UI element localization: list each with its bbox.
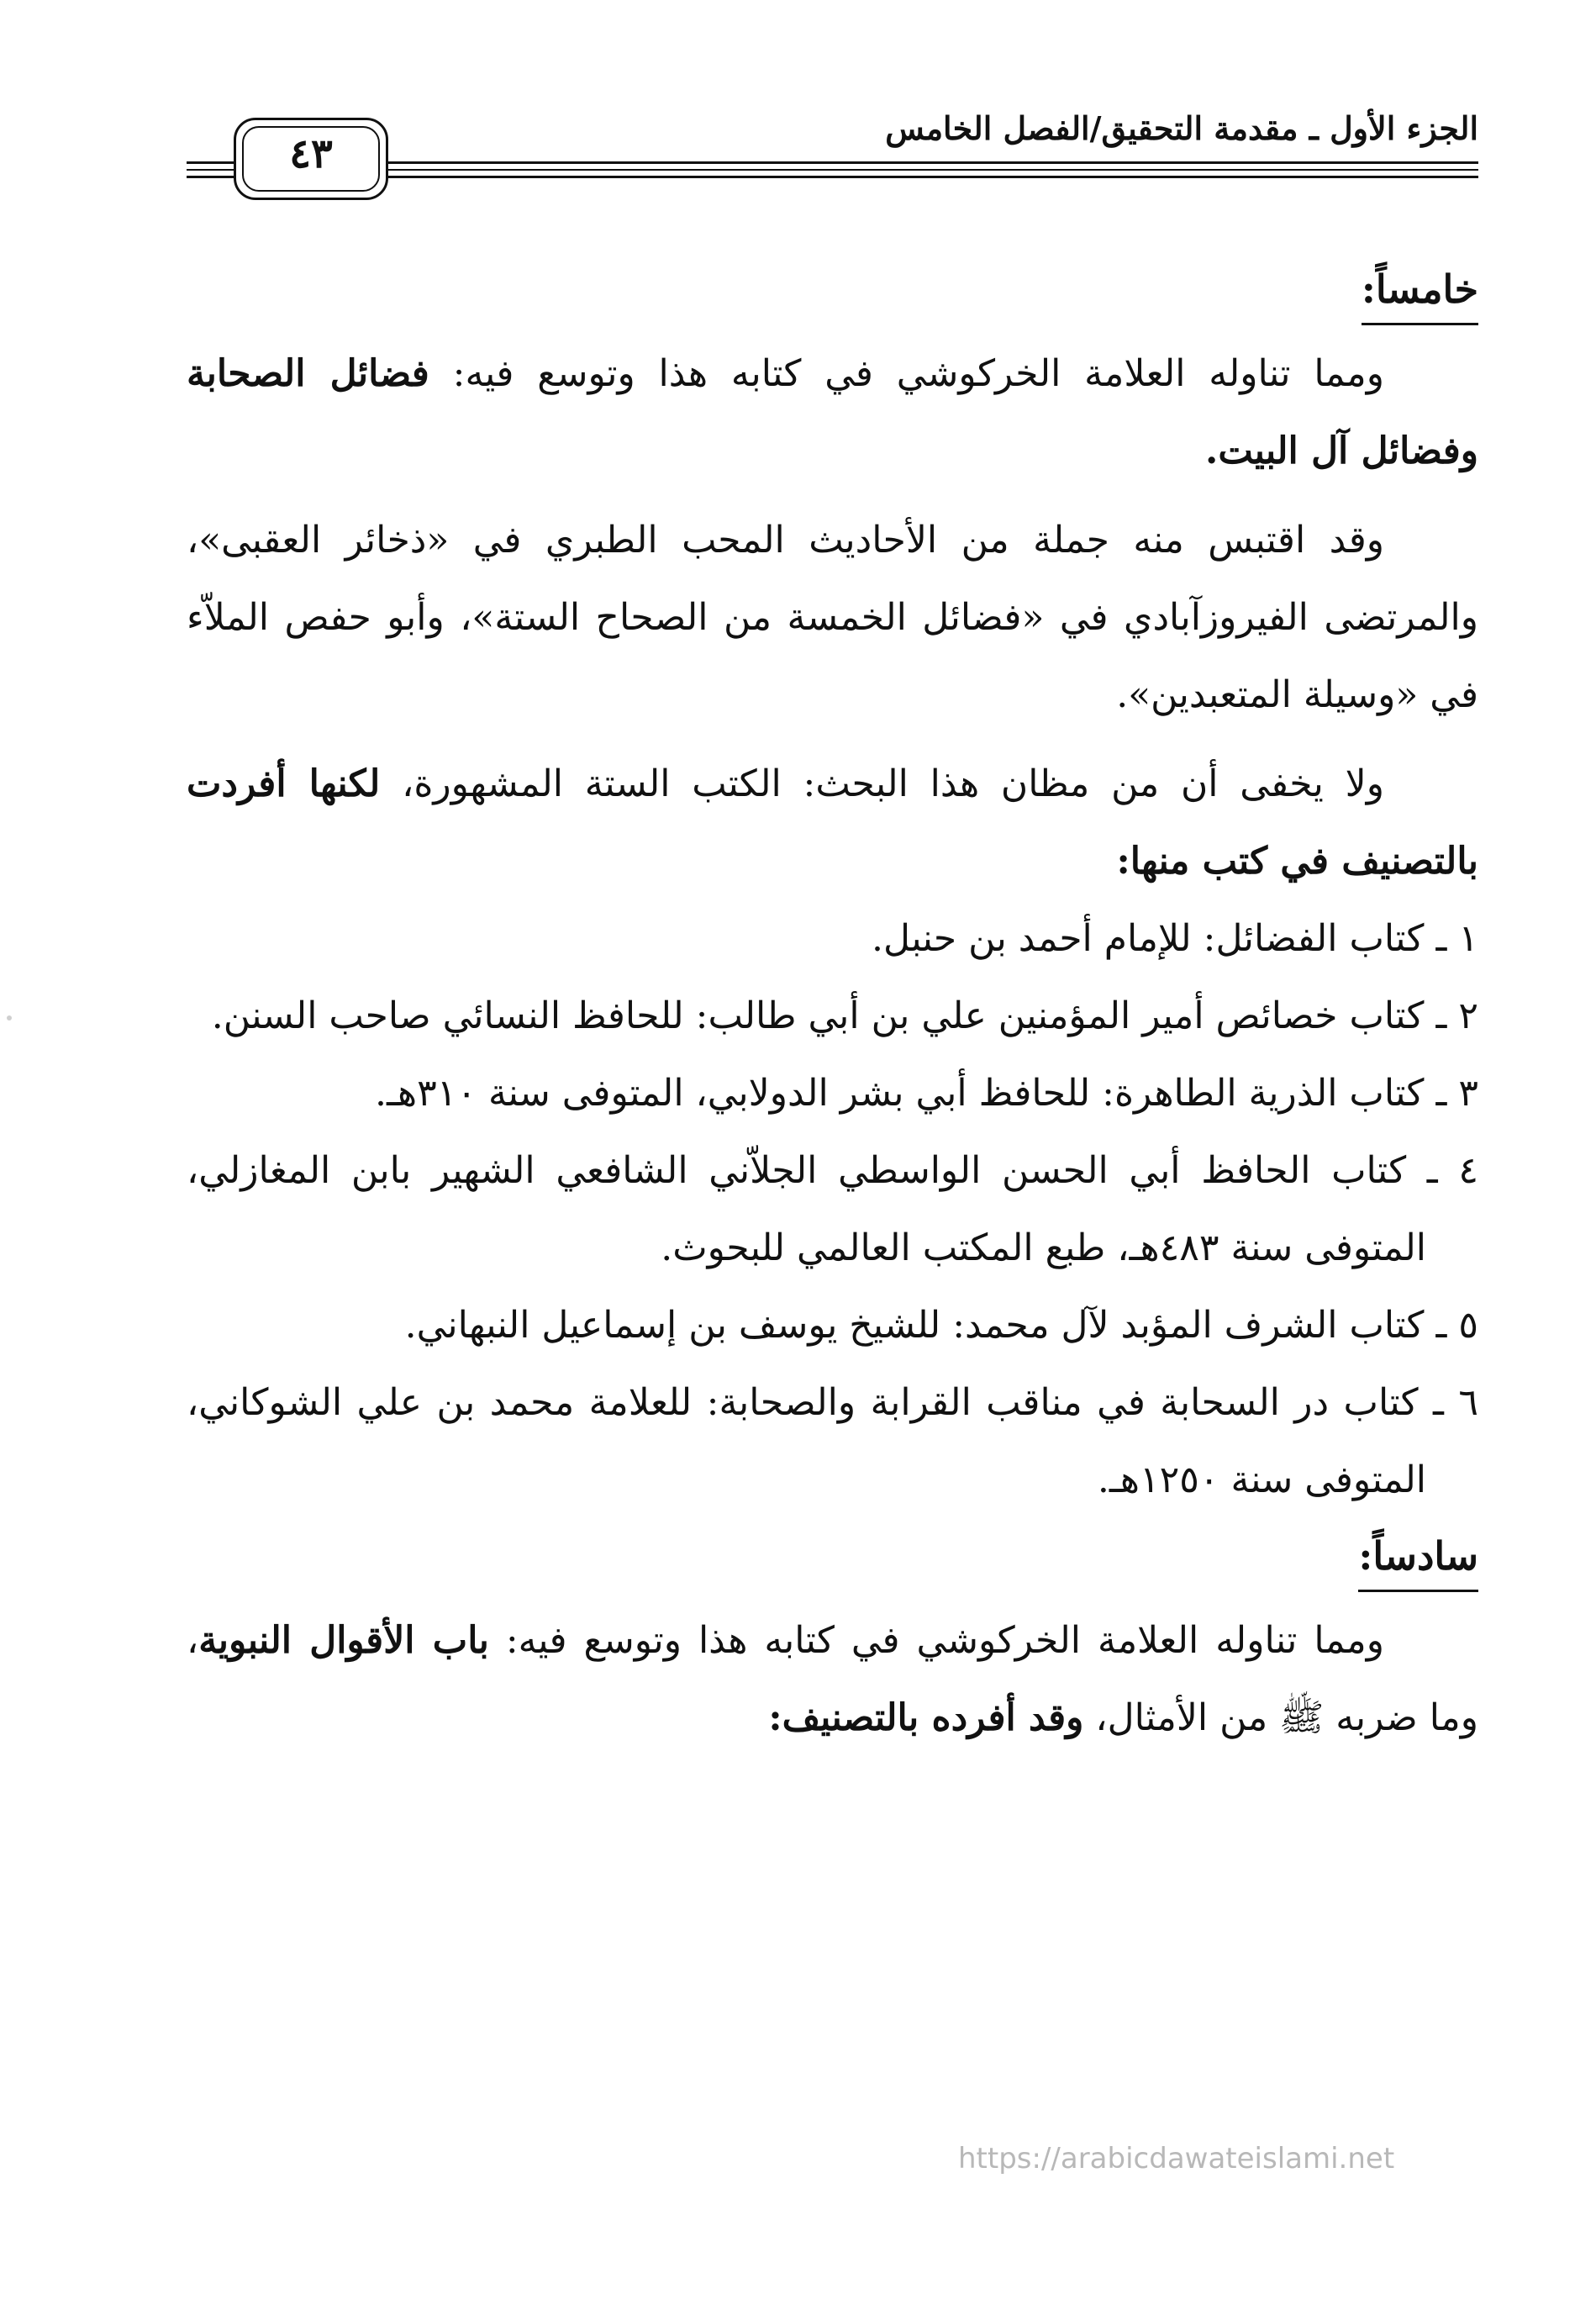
list-item: ١ ـ كتاب الفضائل: للإمام أحمد بن حنبل.	[872, 917, 1478, 960]
paragraph-sources	[187, 746, 1478, 900]
paragraph-bold-text: وقد أفرده بالتصنيف:	[768, 1696, 1084, 1739]
paragraph-bold-text: باب الأقوال النبوية	[198, 1619, 489, 1662]
paragraph-text: ومما تناوله العلامة الخركوشي في كتابه هذا وتوسع فيه:	[488, 1619, 1384, 1662]
paragraph-text: ومما تناوله العلامة الخركوشي في كتابه هذا وتوسع فيه:	[429, 352, 1384, 395]
section-heading-sixth: سادساً:	[1358, 1522, 1478, 1592]
list-item: ٦ ـ كتاب در السحابة في مناقب القرابة والصحابة: للعلامة محمد بن علي الشوكاني، المتوفى سنة ١٢٥٠هـ.	[187, 1381, 1478, 1501]
paragraph-quotations: وقد اقتبس منه جملة من الأحاديث المحب الطبري في «ذخائر العقبى»، والمرتضى الفيروزآبادي في «فضائل الخمسة من الصحاح الستة»، وأبو حفص الملاّء في «وسيلة المتعبدين».	[187, 519, 1478, 716]
list-item: ٤ ـ كتاب الحافظ أبي الحسن الواسطي الجلاّني الشافعي الشهير بابن المغازلي، المتوفى سنة ٤٨٣هـ، طبع المكتب العالمي للبحوث.	[187, 1149, 1478, 1269]
list-item: ٢ ـ كتاب خصائص أمير المؤمنين علي بن أبي طالب: للحافظ النسائي صاحب السنن.	[211, 994, 1478, 1037]
watermark-url: https://arabicdawateislami.net	[958, 2142, 1395, 2176]
paragraph-bold-text: لكنها أفردت بالتصنيف في كتب منها:	[187, 762, 1478, 883]
list-item: ٥ ـ كتاب الشرف المؤبد لآل محمد: للشيخ يوسف بن إسماعيل النبهاني.	[404, 1304, 1478, 1347]
page-body	[187, 252, 1478, 1757]
paragraph-text: ولا يخفى أن من مظان هذا البحث: الكتب الستة المشهورة،	[380, 762, 1384, 805]
running-title: الجزء الأول ـ مقدمة التحقيق/الفصل الخامس	[885, 109, 1478, 147]
page-number: ٤٣	[289, 130, 333, 177]
paragraph-fifth-intro	[187, 335, 1478, 490]
paragraph-bold-text: فضائل الصحابة وفضائل آل البيت.	[187, 352, 1478, 472]
paragraph-text: ، وما ضربه ﷺ من الأمثال،	[187, 1619, 1478, 1739]
page-number-frame	[234, 118, 388, 200]
section-heading-fifth: خامساً:	[1362, 256, 1478, 325]
scan-speck	[7, 1015, 12, 1021]
paragraph-sixth-intro	[187, 1602, 1478, 1757]
list-item: ٣ ـ كتاب الذرية الطاهرة: للحافظ أبي بشر الدولابي، المتوفى سنة ٣١٠هـ.	[375, 1072, 1478, 1115]
